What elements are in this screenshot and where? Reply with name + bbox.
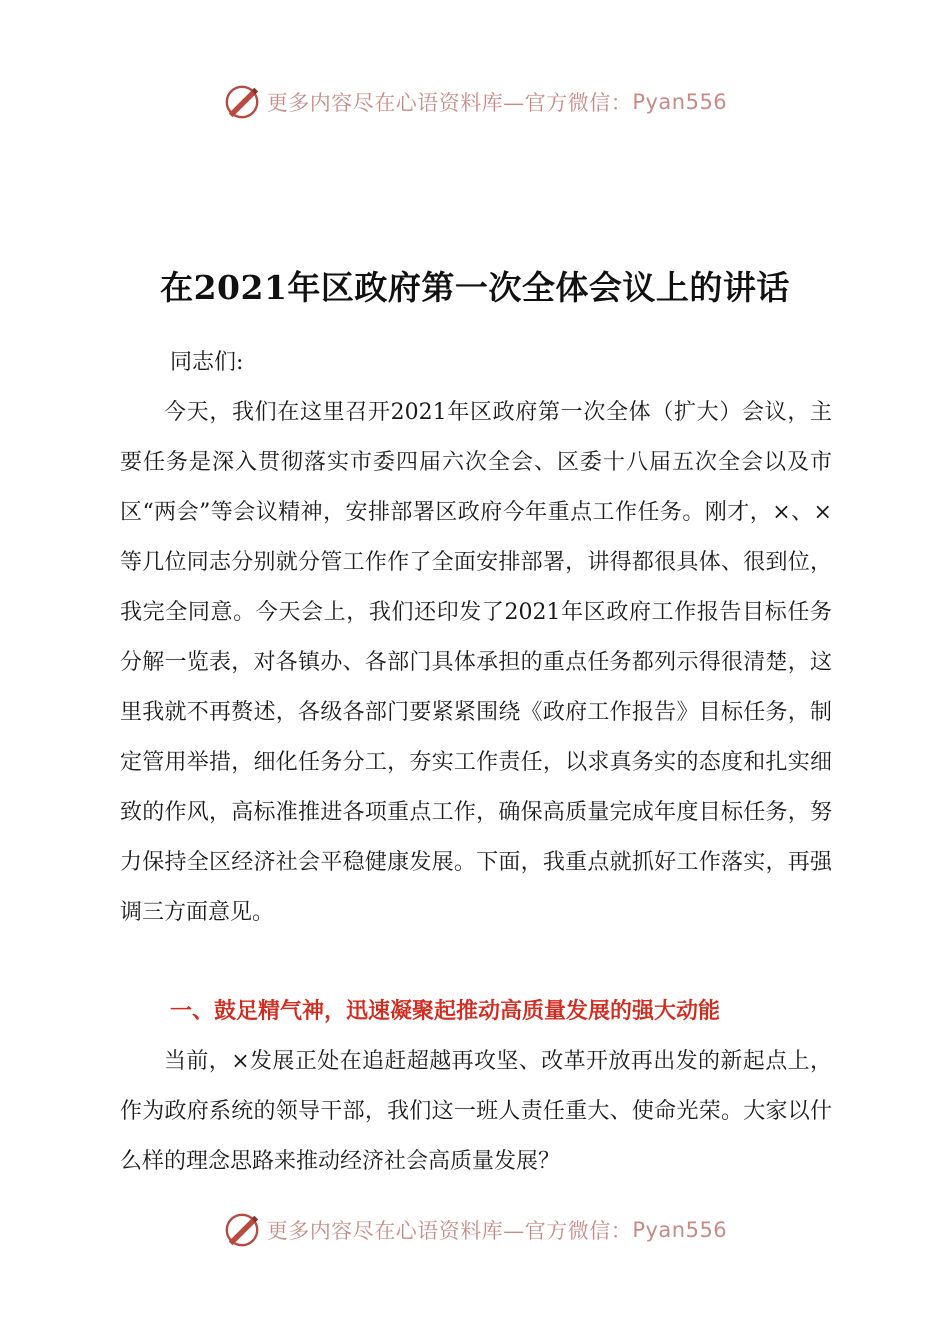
pen-logo-icon [223,83,261,121]
watermark-wechat-id: Pyan556 [632,90,728,114]
watermark-footer [0,1208,950,1252]
body-paragraph: 今天，我们在这里召开2021年区政府第一次全体（扩大）会议，主要任务是深入贯彻落实市委四届六次全会、区委十八届五次全会以及市区“两会”等会议精神，安排部署区政府今年重点工作任务。刚才，×、×等几位同志分别就分管工作作了全面安排部署，讲得都很具体、很到位，我完全同意。今天会上，我们还印发了2021年区政府工作报告目标任务分解一览表，对各镇办、各部门具体承担的重点任务都列示得很清楚，这里我就不再赘述，各级各部门要紧紧围绕《政府工作报告》目标任务，制定管用举措，细化任务分工，夯实工作责任，以求真务实的态度和扎实细致的作风，高标准推进各项重点工作，确保高质量完成年度目标任务，努力保持全区经济社会平稳健康发展。下面，我重点就抓好工作落实，再强调三方面意见。 [120,400,832,925]
body-paragraph: 当前，×发展正处在追赶超越再攻坚、改革开放再出发的新起点上，作为政府系统的领导干部，我们这一班人责任重大、使命光荣。大家以什么样的理念思路来推动经济社会高质量发展？ [120,1049,832,1174]
watermark-text: 更多内容尽在心语资料库—官方微信： [266,1219,633,1243]
section-heading: 一、鼓足精气神，迅速凝聚起推动高质量发展的强大动能 [170,999,721,1024]
watermark-header [0,80,950,124]
salutation: 同志们: [170,350,244,375]
document-title: 在2021年区政府第一次全体会议上的讲话 [160,268,790,307]
watermark-wechat-id: Pyan556 [632,1218,728,1242]
pen-logo-icon [223,1211,261,1249]
watermark-text: 更多内容尽在心语资料库—官方微信： [266,91,633,115]
